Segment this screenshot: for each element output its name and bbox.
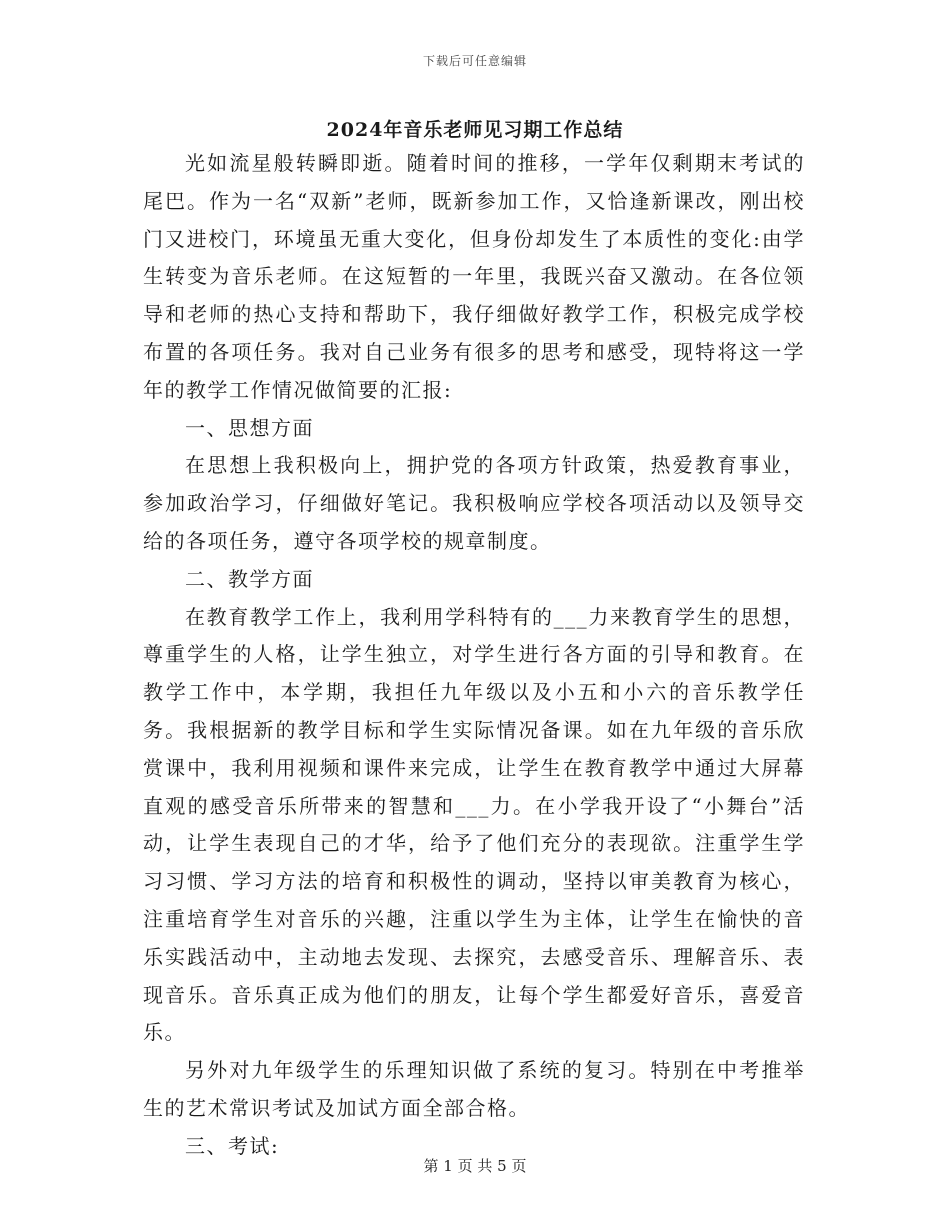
document-body: [143, 145, 805, 1166]
paragraph-intro: 光如流星般转瞬即逝。随着时间的推移，一学年仅剩期末考试的尾巴。作为一名“双新”老师，既新参加工作，又恰逢新课改，刚出校门又进校门，环境虽无重大变化，但身份却发生了本质性的变化:由学生转变为音乐老师。在这短暂的一年里，我既兴奋又激动。在各位领导和老师的热心支持和帮助下，我仔细做好教学工作，积极完成学校布置的各项任务。我对自己业务有很多的思考和感受，现特将这一学年的教学工作情况做简要的汇报:: [143, 151, 805, 402]
section-heading-exam: 三、考试:: [185, 1133, 280, 1158]
page-number: 第 1 页 共 5 页: [423, 1157, 527, 1175]
paragraph-review: 另外对九年级学生的乐理知识做了系统的复习。特别在中考推举生的艺术常识考试及加试方面全部合格。: [143, 1058, 805, 1120]
section-heading-thought: 一、思想方面: [185, 415, 314, 440]
document-title: 2024年音乐老师见习期工作总结: [326, 119, 624, 141]
section-heading-teaching: 二、教学方面: [185, 566, 314, 591]
paragraph-thought: 在思想上我积极向上，拥护党的各项方针政策，热爱教育事业，参加政治学习，仔细做好笔记。我积极响应学校各项活动以及领导交给的各项任务，遵守各项学校的规章制度。: [143, 453, 805, 553]
paragraph-teaching: 在教育教学工作上，我利用学科特有的___力来教育学生的思想，尊重学生的人格，让学生独立，对学生进行各方面的引导和教育。在教学工作中，本学期，我担任九年级以及小五和小六的音乐教学任务。我根据新的教学目标和学生实际情况备课。如在九年级的音乐欣赏课中，我利用视频和课件来完成，让学生在教育教学中通过大屏幕直观的感受音乐所带来的智慧和___力。在小学我开设了“小舞台”活动，让学生表现自己的才华，给予了他们充分的表现欲。注重学生学习习惯、学习方法的培育和积极性的调动，坚持以审美教育为核心，注重培育学生对音乐的兴趣，注重以学生为主体，让学生在愉快的音乐实践活动中，主动地去发现、去探究，去感受音乐、理解音乐、表现音乐。音乐真正成为他们的朋友，让每个学生都爱好音乐，喜爱音乐。: [143, 604, 805, 1045]
header-note: 下载后可任意编辑: [422, 54, 527, 68]
